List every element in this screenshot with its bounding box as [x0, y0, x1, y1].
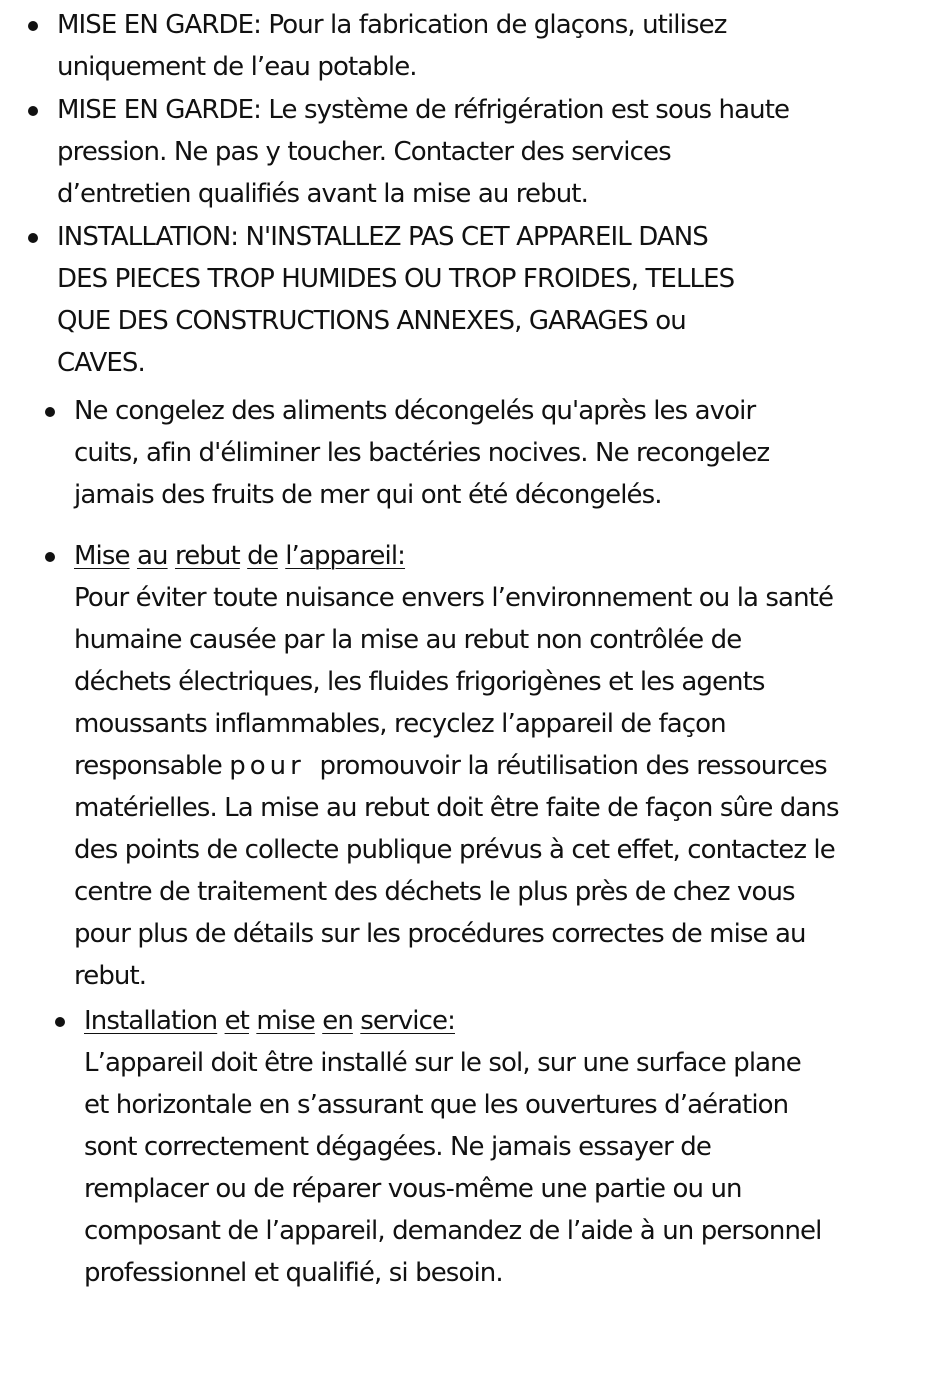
text-line: composant de l’appareil, demandez de l’aide à un personnel	[84, 1216, 822, 1246]
text-line: Pour éviter toute nuisance envers l’environnement ou la santé	[74, 583, 834, 613]
bullet-icon	[55, 1017, 65, 1027]
heading-word: service:	[360, 1006, 455, 1036]
bullet-icon	[45, 407, 55, 417]
installation-service-section	[84, 1000, 950, 1294]
text-line: des points de collecte publique prévus à cet effet, contactez le	[74, 835, 835, 865]
heading-word: et	[224, 1006, 249, 1036]
text-fragment: responsable	[74, 751, 230, 781]
text-line: cuits, afin d'éliminer les bactéries nocives. Ne recongelez	[74, 438, 770, 468]
text-line: L’appareil doit être installé sur le sol, sur une surface plane	[84, 1048, 801, 1078]
text-line: pression. Ne pas y toucher. Contacter des services	[57, 137, 671, 167]
text-fragment: promouvoir la réutilisation des ressources	[304, 751, 827, 781]
text-line: jamais des fruits de mer qui ont été décongelés.	[74, 480, 662, 510]
text-line: et horizontale en s’assurant que les ouvertures d’aération	[84, 1090, 789, 1120]
bullet-icon	[45, 552, 55, 562]
refreeze-warning	[74, 390, 950, 516]
text-line: pour plus de détails sur les procédures correctes de mise au	[74, 919, 806, 949]
text-line: CAVES.	[57, 348, 145, 378]
heading-word: Installation	[84, 1006, 218, 1036]
text-line: QUE DES CONSTRUCTIONS ANNEXES, GARAGES ou	[57, 306, 686, 336]
text-line: centre de traitement des déchets le plus près de chez vous	[74, 877, 795, 907]
text-line: d’entretien qualifiés avant la mise au rebut.	[57, 179, 588, 209]
text-line: uniquement de l’eau potable.	[57, 52, 417, 82]
text-line: moussants inflammables, recyclez l’appareil de façon	[74, 709, 726, 739]
bullet-icon	[28, 106, 38, 116]
heading-word: au	[136, 541, 168, 571]
heading-word: rebut	[174, 541, 240, 571]
text-line: déchets électriques, les fluides frigorigènes et les agents	[74, 667, 765, 697]
heading-word: en	[322, 1006, 353, 1036]
disposal-section	[74, 535, 950, 997]
installation-warning	[57, 216, 950, 384]
heading-word: de	[247, 541, 278, 571]
text-line: sont correctement dégagées. Ne jamais essayer de	[84, 1132, 712, 1162]
heading-word: mise	[256, 1006, 315, 1036]
text-line: humaine causée par la mise au rebut non contrôlée de	[74, 625, 742, 655]
text-line: Ne congelez des aliments décongelés qu'après les avoir	[74, 396, 756, 426]
bullet-icon	[28, 233, 38, 243]
text-line: rebut.	[74, 961, 147, 991]
heading-word: Mise	[74, 541, 130, 571]
text-line: DES PIECES TROP HUMIDES OU TROP FROIDES, TELLES	[57, 264, 735, 294]
warning-ice-water	[57, 4, 950, 88]
heading-word: l’appareil:	[285, 541, 406, 571]
text-line	[74, 745, 950, 787]
bullet-icon	[28, 21, 38, 31]
text-line: INSTALLATION: N'INSTALLEZ PAS CET APPAREIL DANS	[57, 222, 708, 252]
text-line: matérielles. La mise au rebut doit être faite de façon sûre dans	[74, 793, 839, 823]
text-fragment-spaced: pour	[229, 751, 305, 781]
text-line: professionnel et qualifié, si besoin.	[84, 1258, 503, 1288]
disposal-heading	[74, 535, 950, 577]
warning-refrigeration-pressure	[57, 89, 950, 215]
text-line: MISE EN GARDE: Le système de réfrigération est sous haute	[57, 95, 790, 125]
text-line: MISE EN GARDE: Pour la fabrication de glaçons, utilisez	[57, 10, 727, 40]
installation-heading	[84, 1000, 950, 1042]
text-line: remplacer ou de réparer vous-même une partie ou un	[84, 1174, 742, 1204]
